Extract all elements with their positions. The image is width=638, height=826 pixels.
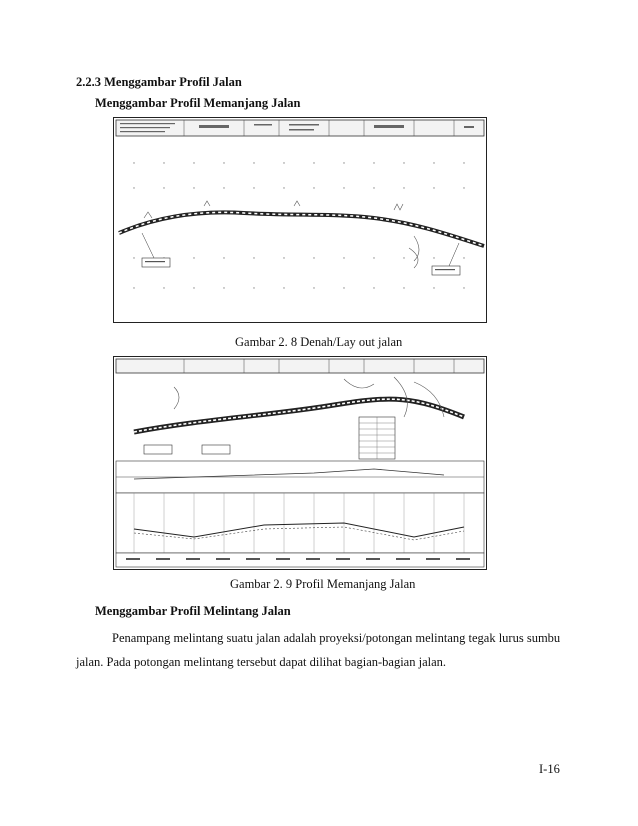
figure-profil-memanjang bbox=[113, 356, 487, 570]
figure-2-8-caption: Gambar 2. 8 Denah/Lay out jalan bbox=[235, 335, 403, 349]
road-plan-drawing bbox=[114, 118, 486, 322]
subheading-profil-melintang: Menggambar Profil Melintang Jalan bbox=[95, 604, 291, 618]
paragraph-line-1: Penampang melintang suatu jalan adalah proyeksi/potongan melintang tegak lurus sumbu bbox=[112, 631, 561, 645]
figure-denah-layout bbox=[113, 117, 487, 323]
paragraph-line-2: jalan. Pada potongan melintang tersebut dapat dilihat bagian-bagian jalan. bbox=[76, 655, 447, 669]
figure-2-9-caption: Gambar 2. 9 Profil Memanjang Jalan bbox=[230, 577, 416, 591]
page-number: I-16 bbox=[539, 762, 560, 776]
subheading-profil-memanjang: Menggambar Profil Memanjang Jalan bbox=[95, 96, 301, 110]
longitudinal-profile-drawing bbox=[114, 357, 486, 569]
section-heading: 2.2.3 Menggambar Profil Jalan bbox=[76, 75, 242, 89]
